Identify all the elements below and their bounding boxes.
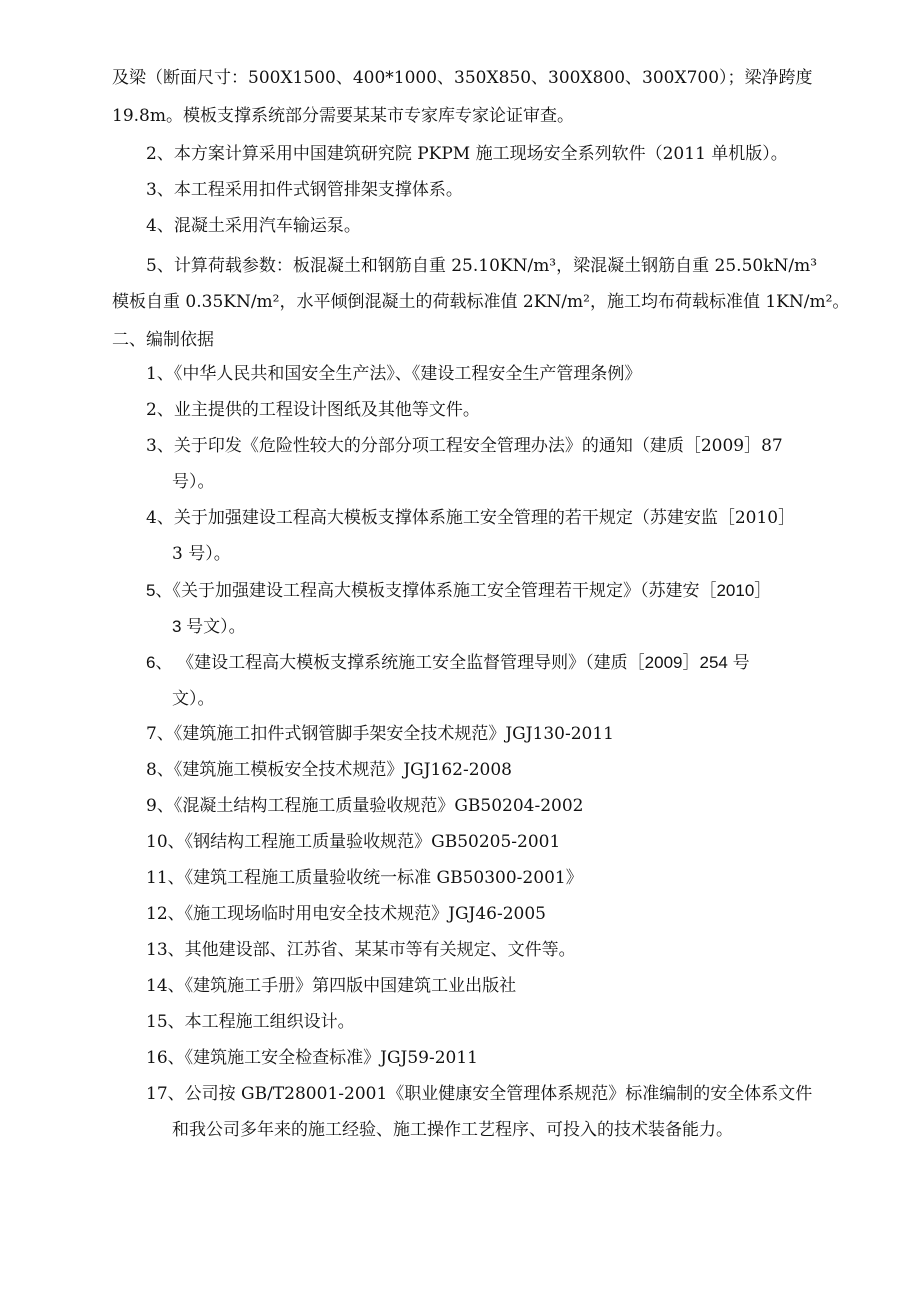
item-number: 2、 [146, 144, 174, 164]
basis-item: 11、《建筑工程施工质量验收统一标准 GB50300-2001》 [146, 868, 583, 888]
basis-item: 12、《施工现场临时用电安全技术规范》JGJ46-2005 [146, 904, 546, 924]
basis-item: 2、业主提供的工程设计图纸及其他等文件。 [146, 400, 480, 420]
basis-item-continuation: 文）。 [172, 689, 215, 708]
basis-item: 8、《建筑施工模板安全技术规范》JGJ162-2008 [146, 760, 512, 780]
intro-line-1: 及梁（断面尺寸：500X1500、400*1000、350X850、300X800、300X700）；梁净跨度 [112, 68, 813, 88]
basis-item-continuation: 和我公司多年来的施工经验、施工操作工艺程序、可投入的技术装备能力。 [172, 1120, 733, 1140]
basis-item: 16、《建筑施工安全检查标准》JGJ59-2011 [146, 1048, 478, 1068]
item-3 [146, 178, 463, 202]
basis-item: 6、 《建设工程高大模板支撑系统施工安全监督管理导则》（建质［2009］254 号 [146, 653, 750, 672]
basis-item: 9、《混凝土结构工程施工质量验收规范》GB50204-2002 [146, 796, 584, 816]
item-number: 3、 [146, 180, 174, 200]
basis-item: 5、《关于加强建设工程高大模板支撑体系施工安全管理若干规定》（苏建安［2010］ [146, 581, 772, 600]
item-5-line-2: 模板自重 0.35KN/m²，水平倾倒混凝土的荷载标准值 2KN/m²，施工均布荷载标准值 1KN/m²。 [112, 292, 850, 312]
item-2 [146, 142, 788, 166]
item-5-line-1: 5、计算荷载参数：板混凝土和钢筋自重 25.10KN/m³，梁混凝土钢筋自重 25.50kN/m³ [146, 256, 818, 276]
item-text: 混凝土采用汽车输运泵。 [173, 216, 361, 236]
basis-item-continuation: 3 号）。 [172, 544, 231, 564]
basis-item: 1、《中华人民共和国安全生产法》、《建设工程安全生产管理条例》 [146, 364, 642, 384]
basis-item: 17、公司按 GB/T28001-2001《职业健康安全管理体系规范》标准编制的安全体系文件 [146, 1084, 813, 1104]
basis-item-continuation: 号）。 [172, 472, 215, 492]
basis-item: 13、其他建设部、江苏省、某某市等有关规定、文件等。 [146, 940, 576, 960]
item-number: 4、 [146, 216, 174, 236]
basis-item: 10、《钢结构工程施工质量验收规范》GB50205-2001 [146, 832, 561, 852]
basis-item: 3、关于印发《危险性较大的分部分项工程安全管理办法》的通知（建质［2009］87 [146, 436, 783, 456]
basis-item: 4、关于加强建设工程高大模板支撑体系施工安全管理的若干规定（苏建安监［2010］ [146, 508, 796, 528]
item-text: 本方案计算采用中国建筑研究院 PKPM 施工现场安全系列软件（2011 单机版）。 [173, 144, 788, 164]
basis-item-continuation: 3 号文）。 [172, 617, 246, 636]
basis-item: 7、《建筑施工扣件式钢管脚手架安全技术规范》JGJ130-2011 [146, 724, 614, 744]
item-4 [146, 214, 361, 238]
section-title: 二、编制依据 [112, 330, 214, 350]
item-text: 本工程采用扣件式钢管排架支撑体系。 [173, 180, 463, 200]
basis-item: 15、本工程施工组织设计。 [146, 1012, 355, 1032]
intro-line-2: 19.8m。模板支撑系统部分需要某某市专家库专家论证审查。 [112, 106, 574, 126]
basis-item: 14、《建筑施工手册》第四版中国建筑工业出版社 [146, 976, 517, 996]
